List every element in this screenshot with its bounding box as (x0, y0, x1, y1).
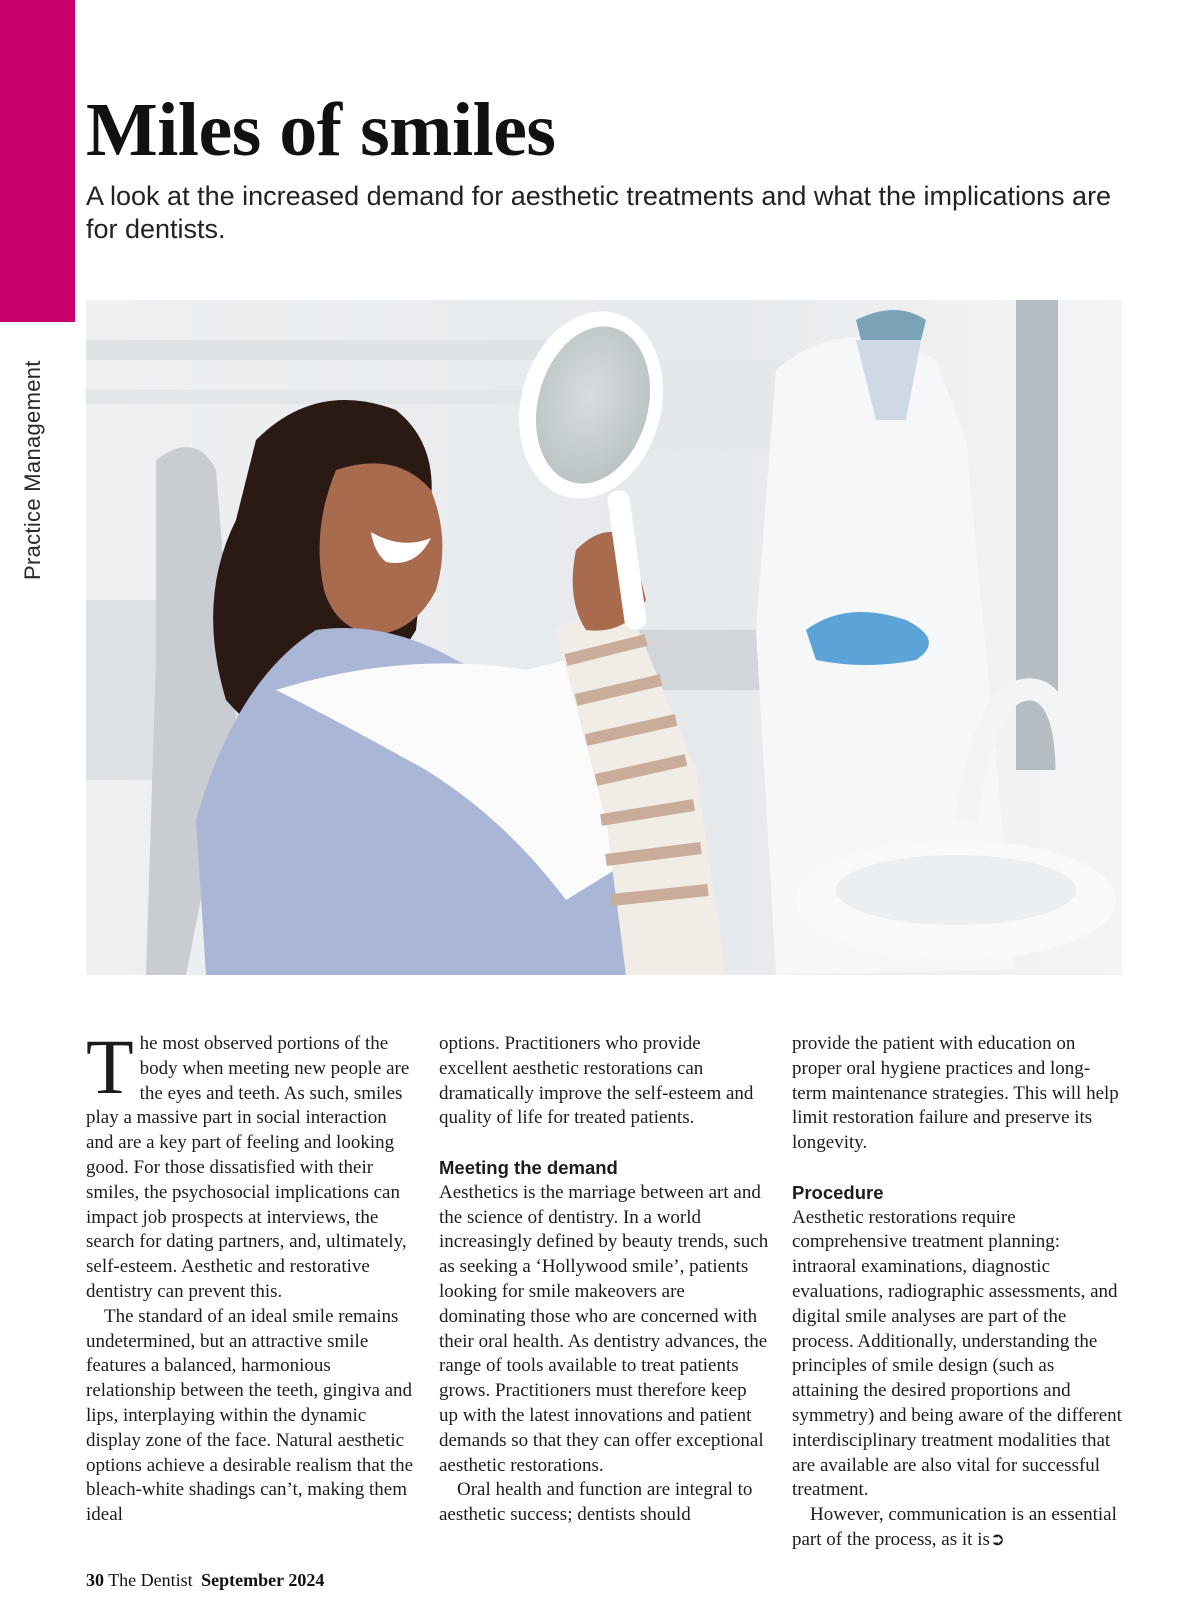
headline: Miles of smiles (86, 88, 556, 172)
body-paragraph: Oral health and function are integral to aesthetic success; dentists should (439, 1479, 753, 1526)
continue-arrow-icon: ➲ (989, 1528, 1005, 1550)
drop-cap: T (86, 1023, 134, 1110)
section-label: Practice Management (20, 360, 45, 580)
paragraph-gap (439, 1131, 769, 1156)
body-paragraph: Aesthetics is the marriage between art and the science of dentistry. In a world increasingly defined by beauty trends, such as seeking a ‘Hollywood smile’, patients looking for smile makeovers are dominating those who are concerned with their oral health. As dentistry advances, the range of tools available to treat patients grows. Practitioners must therefore keep up with the latest innovations and patient demands so that they can offer exceptional aesthetic restorations. (439, 1181, 769, 1476)
subheading-procedure: Procedure (792, 1181, 884, 1203)
standfirst: A look at the increased demand for aesthetic treatments and what the implications are for dentists. (86, 181, 1112, 244)
body-paragraph: options. Practitioners who provide excellent aesthetic restorations can dramatically improve the self-esteem and quality of life for treated patients. (439, 1033, 754, 1129)
body-paragraph-text: However, communication is an essential part of the process, as it is (792, 1504, 1117, 1550)
page-number: 30 (86, 1570, 104, 1590)
body-paragraph: The standard of an ideal smile remains undetermined, but an attractive smile features a balanced, harmonious relationship between the teeth, gingiva and lips, interplaying within the dynamic display zone of the face. Natural aesthetic options achieve a desirable realism that the bleach-white shadings can’t, making them ideal (86, 1305, 414, 1526)
paragraph-gap (792, 1156, 1122, 1181)
publication-name: The Dentist (108, 1570, 193, 1590)
page-footer (86, 1570, 324, 1591)
issue-date: September 2024 (201, 1570, 325, 1590)
body-paragraph-last (792, 1503, 1122, 1553)
section-color-tab (0, 0, 75, 322)
body-paragraph: he most observed portions of the body when meeting new people are the eyes and teeth. As such, smiles play a massive part in social interaction and are a key part of feeling and looking good. For those dissatisfied with their smiles, the psychosocial implications can impact job prospects at interviews, the search for dating partners, and, ultimately, self-esteem. Aesthetic and restorative dentistry can prevent this. (86, 1033, 410, 1302)
subheading-meeting-the-demand: Meeting the demand (439, 1156, 618, 1178)
dental-patient-mirror-photo (86, 300, 1122, 975)
body-column-1 (86, 1023, 416, 1528)
body-paragraph: Aesthetic restorations require comprehensive treatment planning: intraoral examinations, diagnostic evaluations, radiographic assessments, and digital smile analyses are part of the process. Additionally, understanding the principles of smile design (such as attaining the desired proportions and symmetry) and being aware of the different interdisciplinary treatment modalities that are available are also vital for successful treatment. (792, 1206, 1122, 1501)
body-column-2 (439, 1032, 769, 1528)
body-column-3 (792, 1032, 1122, 1553)
body-paragraph: provide the patient with education on proper oral hygiene practices and long-term maintenance strategies. This will help limit restoration failure and preserve its longevity. (792, 1033, 1119, 1154)
